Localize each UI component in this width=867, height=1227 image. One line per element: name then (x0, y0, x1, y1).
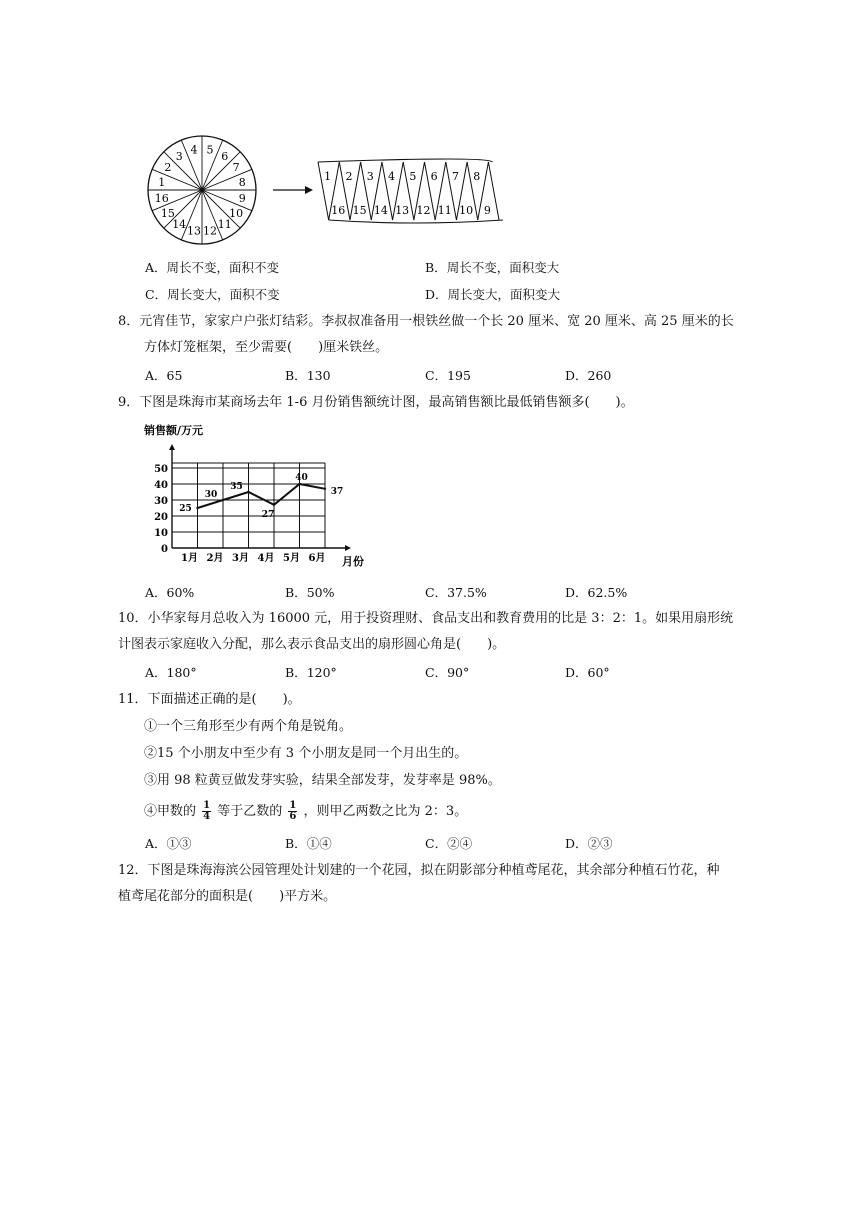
wheel-sector-label: 5 (206, 143, 214, 157)
strip-top-label: 5 (409, 170, 417, 183)
chart-data-labels (179, 473, 343, 520)
q10-stem-line1: 10．小华家每月总收入为 16000 元，用于投资理财、食品支出和教育费用的比是 3：2：1。如果用扇形统 (118, 611, 734, 626)
wheel-sector-label: 6 (221, 149, 229, 163)
wheel-sector-label: 12 (203, 224, 218, 238)
q11-statement-2: ②15 个小朋友中至少有 3 个小朋友是同一个月出生的。 (144, 746, 468, 761)
wheel-sector-label: 10 (229, 206, 244, 220)
data-label: 25 (179, 504, 192, 514)
strip-top-label: 1 (324, 170, 332, 183)
q11-statement-4: ④甲数的 $\frac{1}{4}$ 等于乙数的 $\frac{1}{6}$ ，则甲乙两数之比为 2：3。 (144, 800, 468, 822)
q11-option-a[interactable]: A．①③ (145, 836, 192, 851)
option-text: 周长变大，面积不变 (167, 287, 280, 302)
q7-option-a[interactable] (145, 259, 279, 277)
q10-stem-line2: 计图表示家庭收入分配，那么表示食品支出的扇形圆心角是( )。 (118, 637, 506, 652)
y-tick-label: 20 (154, 512, 168, 523)
q12-stem-line1: 12．下图是珠海海滨公园管理处计划建的一个花园，拟在阴影部分种植鸢尾花，其余部分种植石竹花，种 (118, 863, 720, 878)
wheel-sector-label: 14 (172, 218, 187, 232)
circle-cut-diagram (140, 124, 520, 254)
q9-option-b[interactable]: B．50% (285, 585, 335, 600)
strip-top-label: 7 (451, 170, 459, 183)
x-tick-label: 3月 (232, 553, 249, 564)
y-tick-label: 50 (154, 464, 168, 475)
q9-option-d[interactable]: D．62.5% (565, 585, 628, 600)
x-axis-arrow (345, 545, 351, 551)
option-text: 周长不变，面积不变 (166, 260, 280, 275)
series-point (273, 504, 275, 506)
fraction-one-quarter: $\frac{1}{4}$ (203, 800, 211, 822)
option-text: 周长变大，面积变大 (447, 287, 561, 302)
data-label: 30 (204, 490, 218, 500)
strip-top-label: 3 (366, 170, 374, 183)
chart-yticks (154, 464, 168, 555)
strip-top-label: 4 (388, 170, 396, 183)
q10-option-b[interactable]: B．120° (285, 665, 337, 680)
q11-option-d[interactable]: D．②③ (565, 836, 613, 851)
x-tick-label: 2月 (206, 553, 224, 564)
strip-bottom-label: 15 (352, 204, 367, 217)
option-letter: C． (145, 287, 168, 302)
series-point (298, 483, 300, 485)
q11-statement-3: ③用 98 粒黄豆做发芽实验，结果全部发芽，发芽率是 98%。 (144, 773, 501, 788)
option-letter: B． (425, 260, 447, 275)
strip-bottom-label: 16 (331, 204, 346, 217)
q11-stem: 11．下面描述正确的是( )。 (118, 692, 301, 707)
wheel-sector-label: 11 (217, 218, 232, 232)
x-tick-label: 5月 (283, 553, 300, 564)
q8-option-c[interactable]: C．195 (425, 368, 471, 383)
transform-arrow (273, 186, 313, 194)
strip-bottom-label: 9 (483, 204, 491, 217)
q8-option-a[interactable]: A．65 (145, 368, 183, 383)
x-tick-label: 4月 (257, 553, 275, 564)
q10-option-c[interactable]: C．90° (425, 665, 470, 680)
option-letter: D． (425, 287, 448, 302)
y-tick-label: 10 (154, 528, 168, 539)
y-axis-arrow (169, 444, 175, 450)
data-label: 35 (230, 482, 243, 492)
series-point (222, 499, 224, 501)
strip-bottom-edge (329, 220, 503, 223)
strip-top-label: 8 (473, 170, 481, 183)
series-point (324, 488, 326, 490)
strip-bottom-label: 13 (395, 204, 410, 217)
q12-stem-line2: 植鸢尾花部分的面积是( )平方米。 (118, 889, 337, 904)
strip-bottom-label: 11 (437, 204, 452, 217)
wheel-sector-label: 8 (238, 175, 246, 189)
rearranged-strip (318, 159, 503, 223)
chart-ylabel: 销售额/万元 (144, 424, 204, 437)
strip-top-label: 6 (430, 170, 438, 183)
wheel-sector-label: 4 (190, 143, 198, 157)
wheel-sector-label: 7 (232, 161, 240, 175)
q11-option-b[interactable]: B．①④ (285, 836, 332, 851)
q11-option-c[interactable]: C．②④ (425, 836, 473, 851)
series-point (247, 491, 249, 493)
q7-option-b[interactable] (425, 259, 559, 277)
x-tick-label: 1月 (181, 553, 198, 564)
q7-option-d[interactable] (425, 286, 560, 304)
wheel-sector-label: 13 (186, 224, 201, 238)
strip-top-edge (318, 159, 492, 162)
wheel-sector-label: 9 (238, 192, 246, 206)
chart-xticks (181, 551, 325, 564)
strip-top-label: 2 (345, 170, 353, 183)
chart-xlabel: 月份 (342, 555, 364, 568)
y-tick-label: 30 (154, 496, 168, 507)
x-tick-label: 6月 (308, 553, 326, 564)
strip-bottom-label: 12 (416, 204, 431, 217)
data-label: 37 (330, 486, 344, 497)
wheel-sector-label: 1 (158, 175, 166, 189)
strip-bottom-label: 14 (373, 204, 388, 217)
sales-line-chart (140, 420, 380, 570)
option-text: 周长不变，面积变大 (446, 260, 560, 275)
q8-option-d[interactable]: D．260 (565, 368, 612, 383)
wheel-sector-label: 2 (164, 161, 172, 175)
y-tick-label: 40 (154, 480, 168, 491)
y-tick-label: 0 (161, 544, 168, 555)
q7-option-c[interactable] (145, 286, 280, 304)
q10-option-a[interactable]: A．180° (145, 665, 197, 680)
wheel-sector-label: 15 (160, 206, 175, 220)
strip-bottom-label: 10 (459, 204, 474, 217)
wheel-sector-label: 3 (175, 149, 183, 163)
q8-stem-line1: 8．元宵佳节，家家户户张灯结彩。李叔叔准备用一根铁丝做一个长 20 厘米、宽 20 厘米、高 25 厘米的长 (118, 314, 734, 329)
wheel-sector-label: 16 (154, 192, 169, 206)
q9-stem: 9．下图是珠海市某商场去年 1-6 月份销售额统计图，最高销售额比最低销售额多( )。 (118, 395, 634, 410)
data-label: 40 (295, 473, 308, 483)
series-point (196, 507, 198, 509)
data-label: 27 (261, 509, 275, 520)
fraction-one-sixth: $\frac{1}{6}$ (289, 800, 297, 822)
q9-option-c[interactable]: C．37.5% (425, 585, 487, 600)
q9-option-a[interactable]: A．60% (145, 585, 195, 600)
q8-option-b[interactable]: B．130 (285, 368, 331, 383)
option-letter: A． (145, 260, 167, 275)
sector-wheel (148, 136, 256, 244)
q10-option-d[interactable]: D．60° (565, 665, 610, 680)
q8-stem-line2: 方体灯笼框架，至少需要( )厘米铁丝。 (144, 340, 389, 355)
q11-statement-1: ①一个三角形至少有两个角是锐角。 (144, 719, 353, 734)
